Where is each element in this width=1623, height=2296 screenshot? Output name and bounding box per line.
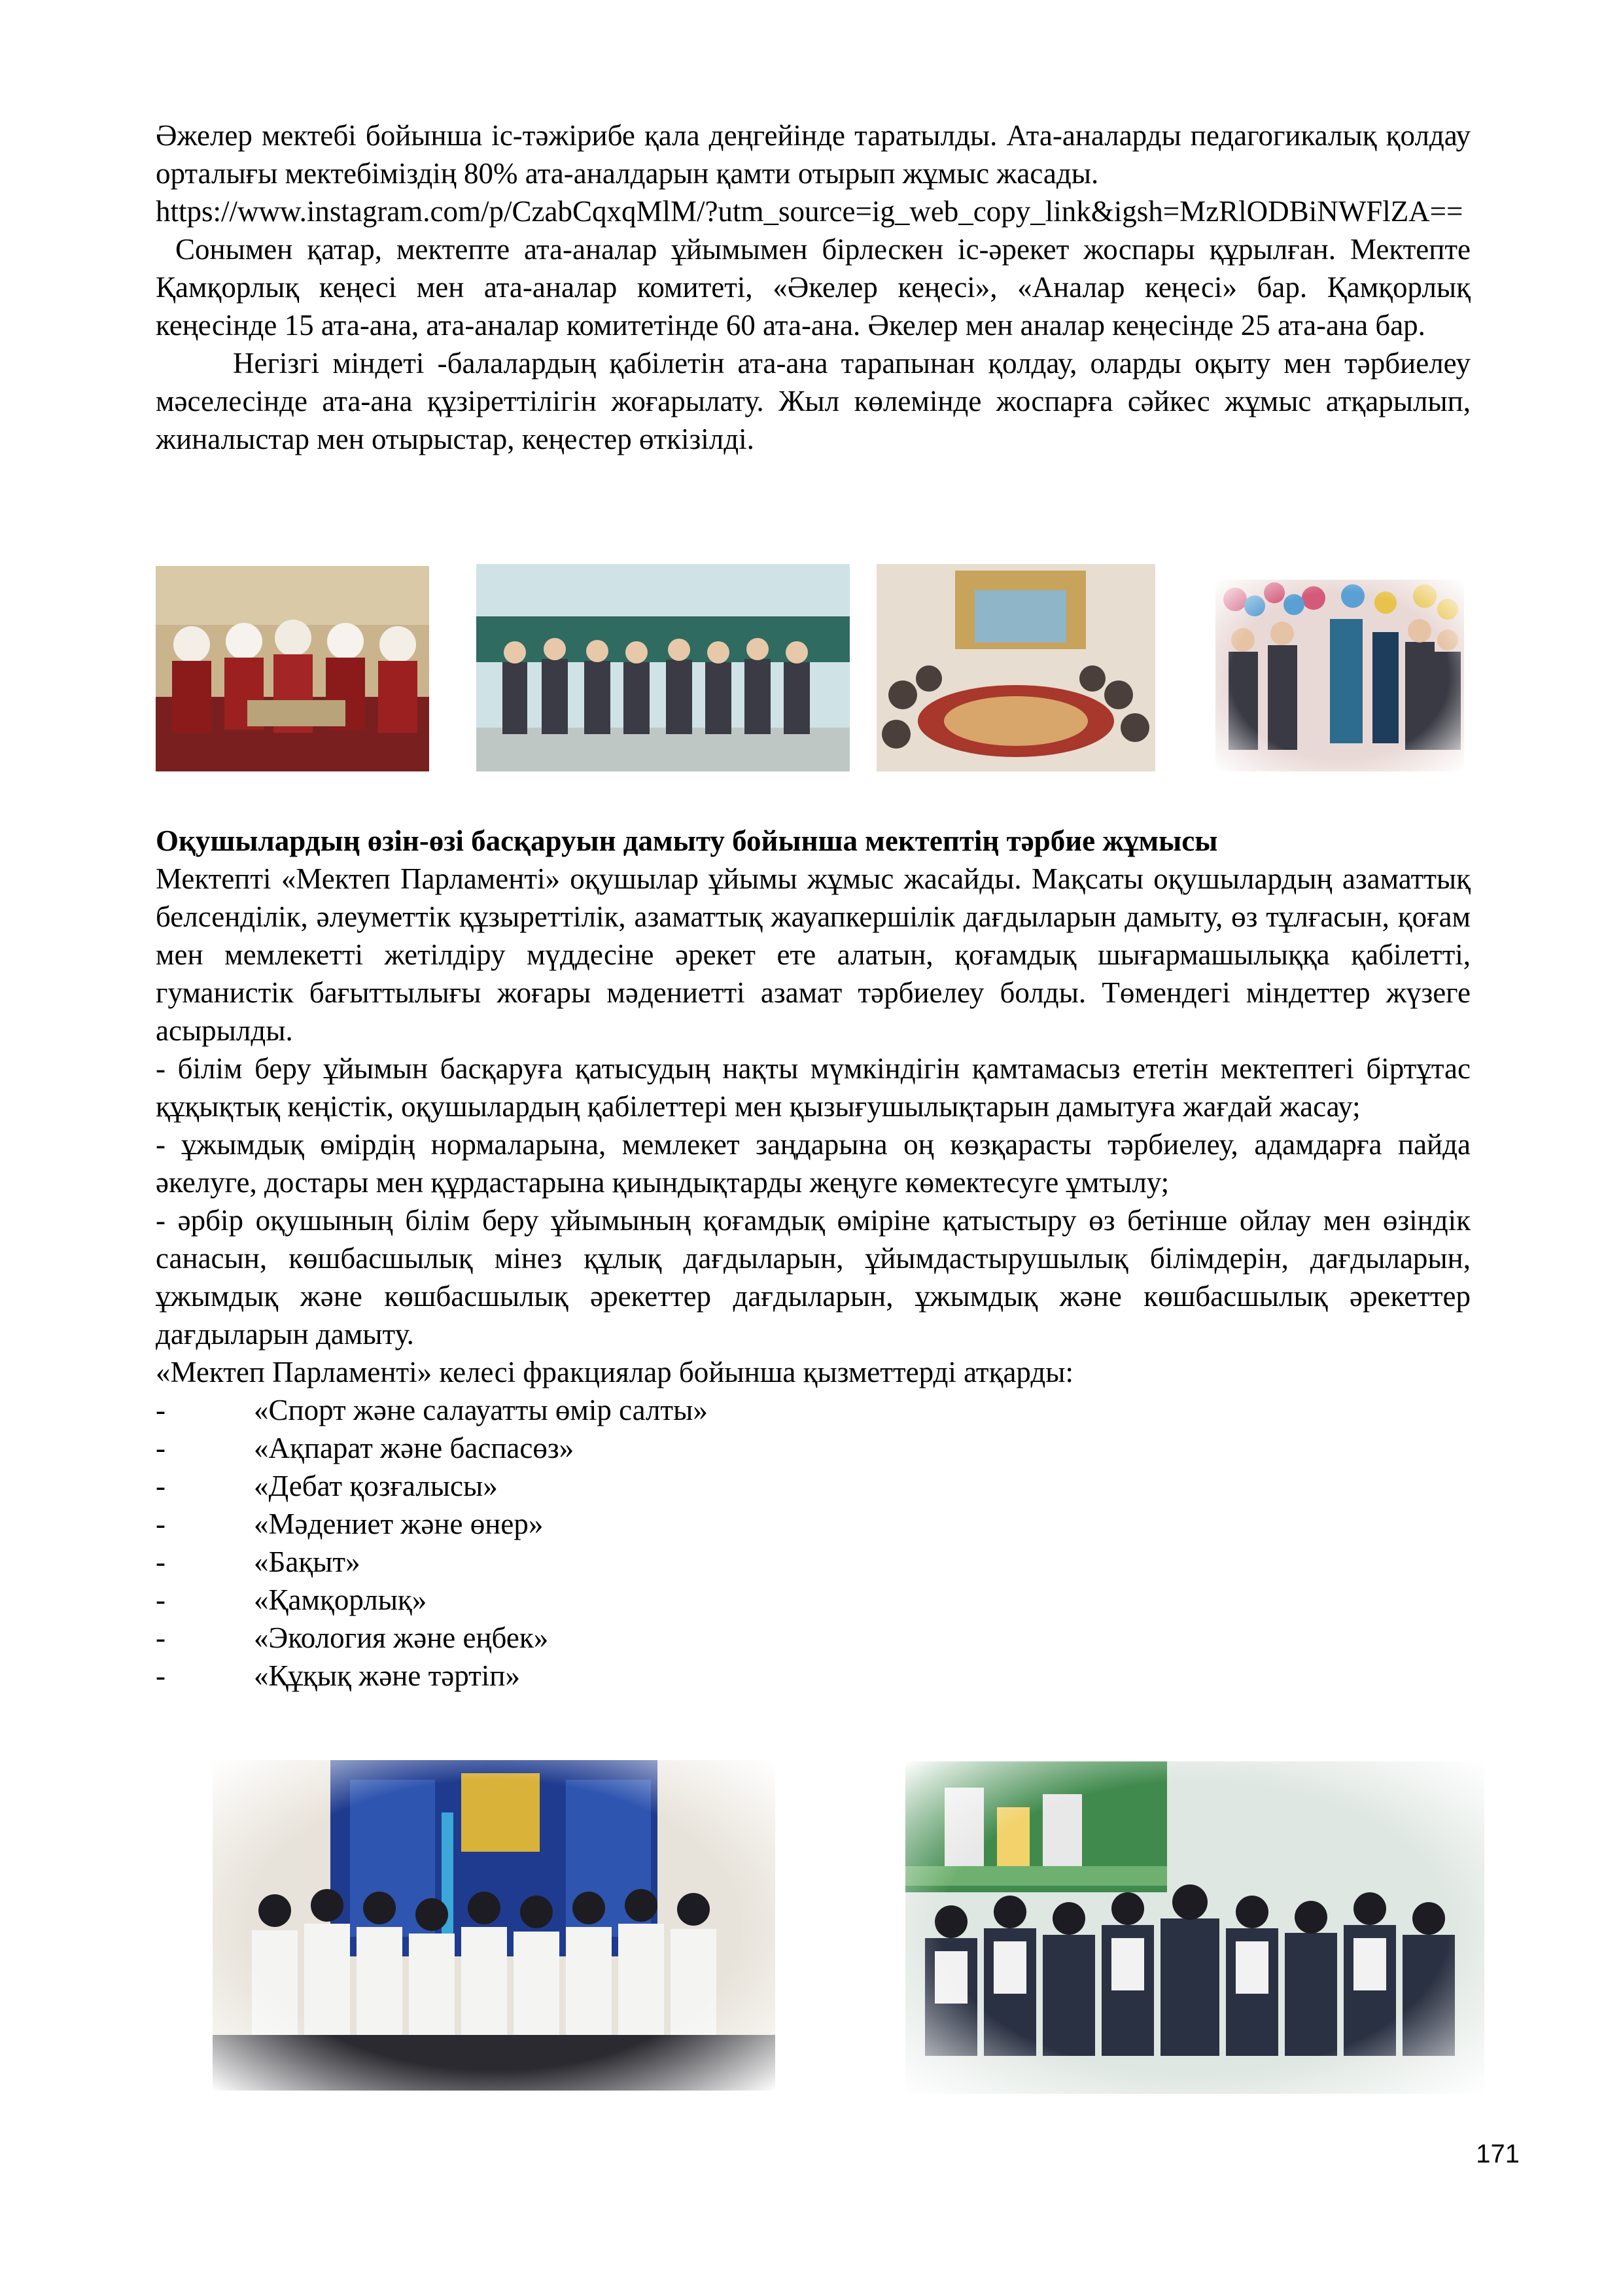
faction-label: «Бақыт»	[254, 1545, 360, 1578]
page-number: 171	[1476, 2140, 1520, 2168]
list-item	[156, 1467, 1471, 1505]
faction-label: «Экология және еңбек»	[254, 1621, 549, 1654]
list-dash: -	[156, 1508, 166, 1540]
list-item	[156, 1619, 1471, 1657]
factions-list	[156, 1391, 1471, 1695]
task-item-3: - әрбір оқушының білім беру ұйымының қоғамдық өміріне қатыстыру өз бетінше ойлау мен өзіндік санасын, көшбасшылық мінез құлық дағдыларын, ұйымдастырушылық білімдерін, дағдыларын, ұжымдық және көшбасшылық әрекеттер дағдыларын, ұжымдық және көшбасшылық әрекеттер дағдыларын дамыту.	[156, 1204, 1471, 1351]
list-dash: -	[156, 1659, 166, 1692]
photo-student-parliament-group	[213, 1760, 775, 2091]
section-heading: Оқушылардың өзін-өзі басқаруын дамыту бойынша мектептің тәрбие жұмысы	[156, 824, 1218, 857]
paragraph-parents-council: Сонымен қатар, мектепте ата-аналар ұйымымен бірлескен іс-әрекет жоспары құрылған. Мектепте Қамқорлық кеңесі мен ата-аналар комитеті, «Әкелер кеңесі», «Аналар кеңесі» бар. Қамқорлық кеңесінде 15 ата-ана, ата-аналар комитетінде 60 ата-ана. Әкелер мен аналар кеңесінде 25 ата-ана бар.	[156, 233, 1471, 342]
faction-label: «Қамқорлық»	[254, 1583, 427, 1616]
list-item	[156, 1543, 1471, 1581]
list-dash: -	[156, 1432, 166, 1464]
task-item-1: - білім беру ұйымын басқаруға қатысудың нақты мүмкіндігін қамтамасыз ететін мектептегі біртұтас құқықтық кеңістік, оқушылардың қабілеттері мен қызығушылықтарын дамытуға жағдай жасау;	[156, 1052, 1471, 1123]
list-item	[156, 1391, 1471, 1429]
photo-clean-city-event	[905, 1761, 1484, 2094]
paragraph-main-task: Негізгі міндеті -балалардың қабілетін ата-ана тарапынан қолдау, оларды оқыту мен тәрбиелеу мәселесінде ата-ана құзіреттілігін жоғарылату. Жыл көлемінде жоспарға сәйкес жұмыс атқарылып, жиналыстар мен отырыстар, кеңестер өткізілді.	[156, 347, 1471, 455]
section-text	[156, 822, 1471, 1695]
list-item	[156, 1505, 1471, 1543]
photo-classroom-parents	[476, 564, 850, 771]
task-item-2: - ұжымдық өмірдің нормаларына, мемлекет заңдарына оң көзқарасты тәрбиелеу, адамдарға пайда әкелуге, достары мен құрдастарына қиындықтарды жеңуге көмектесуге ұмтылу;	[156, 1128, 1471, 1199]
faction-label: «Ақпарат және баспасөз»	[254, 1432, 574, 1464]
list-item	[156, 1581, 1471, 1619]
list-item	[156, 1429, 1471, 1467]
paragraph-grandmothers-school: Әжелер мектебі бойынша іс-тәжірибе қала деңгейінде таратылды. Ата-аналарды педагогикалық қолдау орталығы мектебіміздің 80% ата-аналдарын қамти отырып жұмыс жасады.	[156, 119, 1471, 190]
list-dash: -	[156, 1545, 166, 1578]
list-dash: -	[156, 1470, 166, 1502]
paragraph-factions-intro: «Мектеп Парламенті» келесі фракциялар бойынша қызметтерді атқарды:	[156, 1356, 1073, 1388]
instagram-link[interactable]: https://www.instagram.com/p/CzabCqxqMlM/?utm_source=ig_web_copy_link&igsh=MzRlODBiNWFlZA==	[156, 195, 1463, 228]
list-dash: -	[156, 1394, 166, 1426]
photo-yurt-gathering	[877, 564, 1155, 771]
photo-grandmothers-meeting	[156, 566, 429, 771]
top-text	[156, 116, 1471, 458]
list-dash: -	[156, 1583, 166, 1616]
faction-label: «Дебат қозғалысы»	[254, 1470, 498, 1502]
list-item	[156, 1657, 1471, 1695]
photo-fathers-council	[1215, 580, 1464, 771]
paragraph-parliament: Мектепті «Мектеп Парламенті» оқушылар ұйымы жұмыс жасайды. Мақсаты оқушылардың азаматтық белсенділік, әлеуметтік құзыреттілік, азаматтық жауапкершілік дағдыларын дамыту, өз тұлғасын, қоғам мен мемлекетті жетілдіру мүддесіне әрекет ете алатын, қоғамдық шығармашылыққа қабілетті, гуманистік бағыттылығы жоғары мәдениетті азамат тәрбиелеу болды. Төмендегі міндеттер жүзеге асырылды.	[156, 862, 1471, 1047]
faction-label: «Құқық және тәртіп»	[254, 1659, 520, 1692]
list-dash: -	[156, 1621, 166, 1654]
faction-label: «Спорт және салауатты өмір салты»	[254, 1394, 708, 1426]
faction-label: «Мәдениет және өнер»	[254, 1508, 544, 1540]
